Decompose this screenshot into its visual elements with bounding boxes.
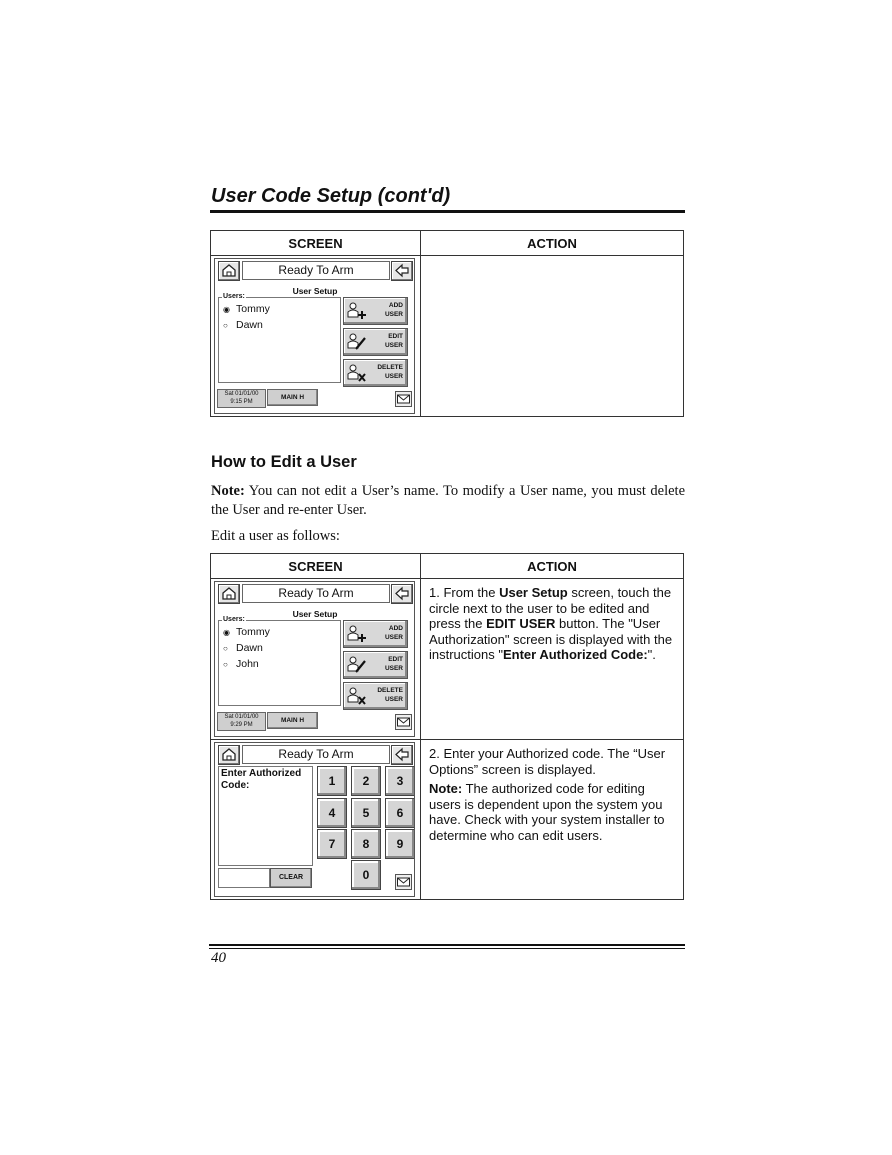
intro-paragraph: Edit a user as follows: (211, 528, 340, 544)
prompt-line: Enter Authorized (221, 768, 302, 779)
section-heading: How to Edit a User (211, 453, 357, 471)
screen-cell (211, 579, 421, 740)
step-2-note (429, 781, 675, 843)
message-button[interactable] (395, 391, 412, 407)
screen-cell (211, 256, 421, 417)
clear-button[interactable]: CLEAR (270, 868, 312, 888)
user-name: Dawn (236, 642, 263, 654)
home-button[interactable] (218, 745, 240, 765)
col-header-action: ACTION (421, 231, 684, 256)
note-text: You can not edit a User’s name. To modify a User name, you must delete the User and re-enter User. (211, 483, 685, 518)
screen-cell (211, 740, 421, 900)
keypad-key-0[interactable]: 0 (351, 860, 381, 890)
keypad-key-3[interactable]: 3 (385, 766, 415, 796)
screen-subtitle: User Setup (292, 609, 338, 619)
note-paragraph (211, 482, 685, 520)
prompt-line: Code: (221, 780, 250, 791)
button-label: USER (384, 695, 403, 703)
add-user-icon (347, 302, 367, 320)
user-row[interactable] (223, 658, 259, 671)
code-entry-field[interactable] (218, 868, 270, 888)
footer-rule (209, 944, 685, 946)
users-label: Users: (223, 293, 245, 300)
step-1-text (429, 585, 675, 663)
edit-user-icon (347, 333, 367, 351)
main-button[interactable]: MAIN H (267, 712, 318, 729)
radio-icon: ○ (223, 644, 228, 653)
delete-user-button[interactable] (343, 359, 408, 387)
footer-rule (209, 948, 685, 949)
col-header-screen: SCREEN (211, 231, 421, 256)
status-display: Ready To Arm (242, 745, 390, 764)
note-text: The authorized code for editing users is dependent upon the system you have. Check with your system installer to determine who can edit users. (429, 781, 665, 843)
add-user-button[interactable] (343, 620, 408, 648)
back-arrow-icon (394, 586, 410, 601)
users-list (218, 616, 341, 706)
user-row[interactable] (223, 626, 270, 639)
touchscreen-user-setup (214, 581, 415, 737)
house-icon (221, 263, 237, 278)
keypad-key-4[interactable]: 4 (317, 798, 347, 828)
touchscreen-user-setup (214, 258, 415, 414)
house-icon (221, 586, 237, 601)
keypad-key-7[interactable]: 7 (317, 829, 347, 859)
add-user-icon (347, 625, 367, 643)
radio-selected-icon: ◉ (223, 628, 230, 637)
radio-icon: ○ (223, 660, 228, 669)
note-label: Note: (429, 781, 463, 796)
button-label: USER (384, 372, 403, 380)
add-user-button[interactable] (343, 297, 408, 325)
code-prompt (218, 766, 313, 866)
text-run: ". (647, 647, 656, 662)
keypad-key-2[interactable]: 2 (351, 766, 381, 796)
edit-user-button[interactable] (343, 651, 408, 679)
step-2-text: 2. Enter your Authorized code. The “User Options” screen is displayed. (429, 746, 666, 777)
action-cell-step-2 (421, 740, 684, 900)
action-cell-step-1 (421, 579, 684, 740)
status-display: Ready To Arm (242, 261, 390, 280)
main-button[interactable]: MAIN H (267, 389, 318, 406)
user-name: Tommy (236, 303, 270, 315)
envelope-icon (396, 875, 411, 889)
bold-run: Enter Authorized Code: (502, 647, 648, 662)
message-button[interactable] (395, 714, 412, 730)
title-rule (210, 210, 685, 213)
keypad-key-9[interactable]: 9 (385, 829, 415, 859)
house-icon (221, 747, 237, 762)
envelope-icon (396, 392, 411, 406)
screen-action-table-1 (210, 230, 684, 417)
date-text: Sat 01/01/00 (224, 714, 259, 720)
touchscreen-authorization (214, 742, 415, 897)
keypad-key-1[interactable]: 1 (317, 766, 347, 796)
back-arrow-icon (394, 263, 410, 278)
delete-user-icon (347, 687, 367, 705)
user-row[interactable] (223, 319, 263, 332)
text-run: button. The "User Authorization" screen is displayed with the instructions " (429, 616, 673, 662)
text-run: screen, touch the circle next to the user to be edited and press the (429, 585, 672, 631)
keypad-key-8[interactable]: 8 (351, 829, 381, 859)
col-header-action: ACTION (421, 554, 684, 579)
envelope-icon (396, 715, 411, 729)
user-name: John (236, 658, 259, 670)
action-cell (421, 256, 684, 417)
back-button[interactable] (391, 584, 413, 604)
bold-run: User Setup (499, 585, 568, 600)
screen-action-table-2 (210, 553, 684, 900)
col-header-screen: SCREEN (211, 554, 421, 579)
date-time-display (217, 712, 266, 731)
user-name: Tommy (236, 626, 270, 638)
note-label: Note: (211, 483, 245, 499)
keypad-key-5[interactable]: 5 (351, 798, 381, 828)
user-name: Dawn (236, 319, 263, 331)
radio-icon: ○ (223, 321, 228, 330)
button-label: DELETE (377, 364, 403, 371)
text-run: 1. From the (429, 585, 500, 600)
user-row[interactable] (223, 303, 270, 316)
time-text: 9:15 PM (230, 399, 253, 405)
users-label: Users: (223, 616, 245, 623)
edit-user-button[interactable] (343, 328, 408, 356)
button-label: USER (384, 633, 403, 641)
delete-user-button[interactable] (343, 682, 408, 710)
button-label: USER (384, 664, 403, 672)
delete-user-icon (347, 364, 367, 382)
message-button[interactable] (395, 874, 412, 890)
users-list (218, 293, 341, 383)
edit-user-icon (347, 656, 367, 674)
bold-run: EDIT USER (486, 616, 556, 631)
user-row[interactable] (223, 642, 263, 655)
button-label: ADD (388, 625, 403, 632)
date-text: Sat 01/01/00 (224, 391, 259, 397)
button-label: USER (384, 310, 403, 318)
back-button[interactable] (391, 745, 413, 765)
screen-subtitle: User Setup (292, 286, 338, 296)
radio-selected-icon: ◉ (223, 305, 230, 314)
button-label: USER (384, 341, 403, 349)
page-title: User Code Setup (cont'd) (211, 185, 451, 207)
page-number: 40 (211, 950, 226, 966)
back-button[interactable] (391, 261, 413, 281)
keypad-key-6[interactable]: 6 (385, 798, 415, 828)
home-button[interactable] (218, 584, 240, 604)
status-display: Ready To Arm (242, 584, 390, 603)
home-button[interactable] (218, 261, 240, 281)
button-label: ADD (388, 302, 403, 309)
back-arrow-icon (394, 747, 410, 762)
date-time-display (217, 389, 266, 408)
time-text: 9:29 PM (230, 722, 253, 728)
button-label: EDIT (388, 333, 403, 340)
button-label: EDIT (388, 656, 403, 663)
button-label: DELETE (377, 687, 403, 694)
